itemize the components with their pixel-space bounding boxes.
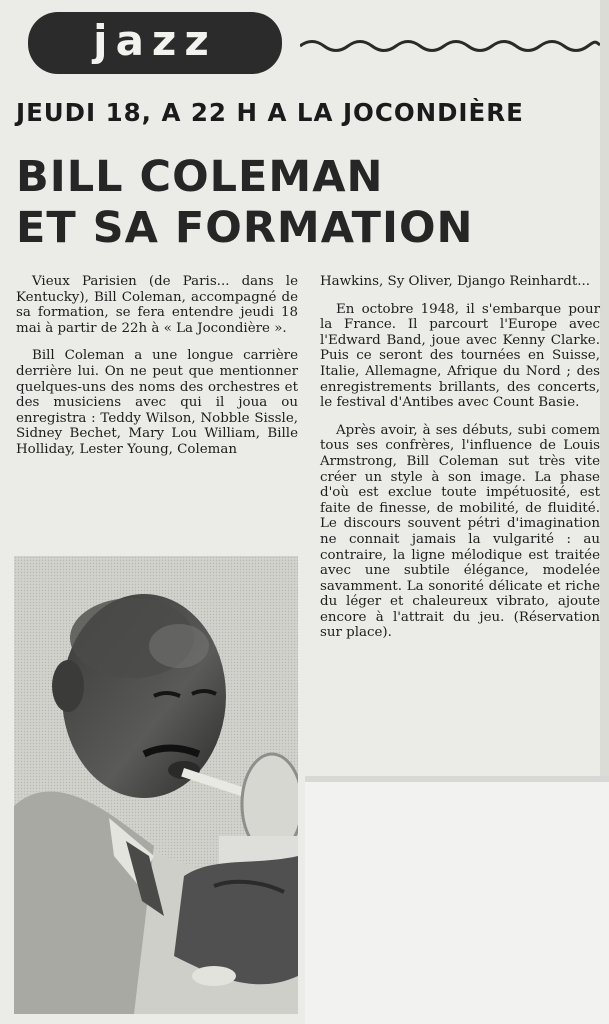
headline-line-1: BILL COLEMAN [16,152,384,202]
section-badge [28,12,282,74]
section-label: jazz [93,16,217,65]
paragraph: Bill Coleman a une longue carrière derrière lui. On ne peut que mentionner quelques-uns des noms des orchestres et des musiciens avec qui il joua ou enregistra : Teddy Wilson, Nobble Sissle, Sidney Bechet, Mary Lou William, Bille Holliday, Lester Young, Coleman [16,348,298,457]
headline-line-2: ET SA FORMATION [16,203,474,253]
wavy-rule [300,34,600,54]
paragraph: En octobre 1948, il s'embarque pour la France. Il parcourt l'Europe avec l'Edward Band, joue avec Kenny Clarke. Puis ce seront des tournées en Suisse, Italie, Allemagne, Afrique du Nord ; des enregistrements brillants, des concerts, le festival d'Antibes avec Count Basie. [320,301,600,411]
paragraph: Vieux Parisien (de Paris... dans le Kentucky), Bill Coleman, accompagné de sa formation, se fera entendre jeudi 18 mai à partir de 22h à « La Jocondière ». [16,274,298,336]
event-kicker: JEUDI 18, A 22 H A LA JOCONDIÈRE [16,98,524,127]
article-column-right [320,274,600,641]
musician-photo [14,556,298,1014]
adjacent-page-edge [600,0,609,780]
paragraph: Hawkins, Sy Oliver, Django Reinhardt... [320,274,591,289]
headline [16,152,600,254]
article-column-left [16,274,298,458]
blank-area [305,782,609,1024]
paragraph: Après avoir, à ses débuts, subi comem tous ses confrères, l'influence de Louis Armstrong, Bill Coleman sut très vite créer un style à son image. La phase d'où est exclue toute impétuosité, est faite de finesse, de mobilité, de fluidité. Le discours souvent pétri d'imagination ne connait jamais la vulgarité : au contraire, la ligne mélodique est traitée avec une subtile élégance, modelée savamment. La sonorité délicate et riche du léger et chaleureux vibrato, ajoute encore à l'attrait du jeu. (Réservation sur place). [320,422,600,641]
